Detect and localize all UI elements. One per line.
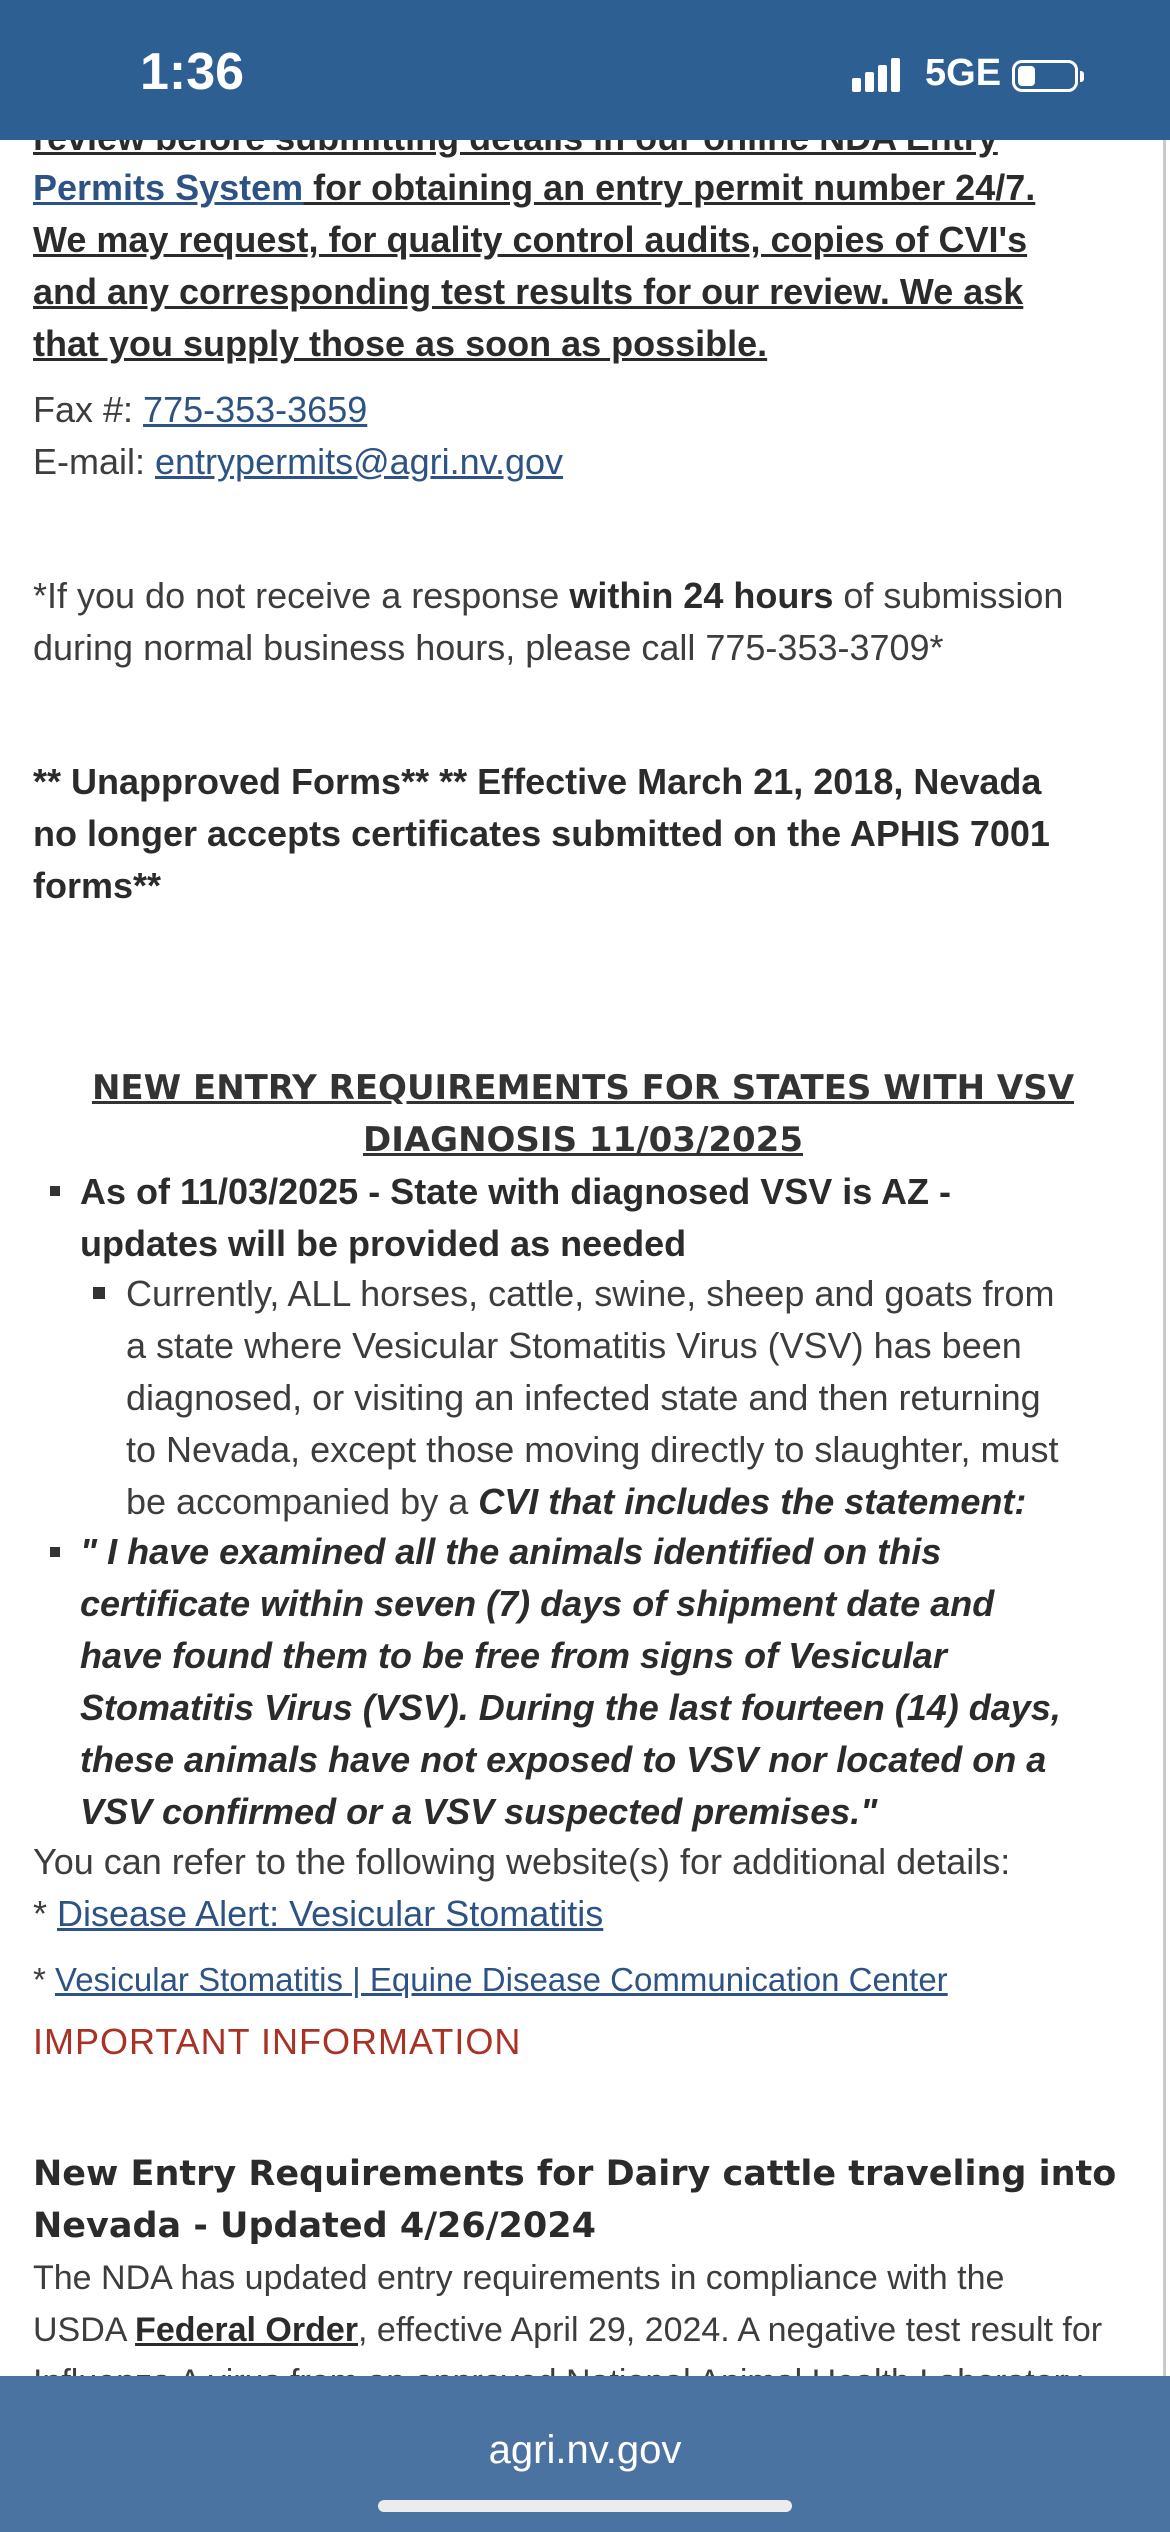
unapproved-line3: forms** [33,865,162,906]
dairy-line2 [33,2304,1143,2356]
fax-number-link[interactable]: 775-353-3659 [143,389,368,430]
battery-icon [1012,60,1078,92]
fax-label: Fax #: [33,389,144,430]
refer-text: You can refer to the following website(s) for additional details: [33,1841,1011,1882]
federal-order-link[interactable]: Federal Order [135,2311,359,2349]
scroll-indicator[interactable] [1163,140,1166,2376]
vsv-bullet1-line2: updates will be provided as needed [80,1223,687,1264]
bullet-icon [50,1547,60,1557]
dairy-heading-line1: New Entry Requirements for Dairy cattle traveling into [33,2154,1117,2194]
vsv-bullet1-line1: As of 11/03/2025 - State with diagnosed VSV is AZ - [80,1171,951,1212]
vsv-sub-line5-emphasis: CVI that includes the statement: [478,1481,1027,1522]
dairy-line1: The NDA has updated entry requirements in compliance with the [33,2259,1005,2297]
battery-level [1018,66,1035,86]
fax-line [33,384,1143,436]
vsv-sub-line5 [126,1476,1126,1528]
vsv-sub-line1: Currently, ALL horses, cattle, swine, sheep and goats from [126,1273,1055,1314]
home-indicator[interactable] [378,2500,792,2512]
sub-bullet-icon [93,1287,105,1299]
email-label: E-mail: [33,441,156,482]
email-line [33,436,1143,488]
response-note-text: *If you do not receive a response [33,575,570,616]
cellular-signal-icon [852,58,904,92]
vsv-sub-line4: to Nevada, except those moving directly to slaughter, must [126,1429,1059,1470]
status-time: 1:36 [140,43,245,101]
equine-disease-link[interactable]: Vesicular Stomatitis | Equine Disease Communication Center [55,1961,948,1998]
entry-permits-system-link[interactable]: Permits System [33,167,304,208]
important-info-heading: IMPORTANT INFORMATION [33,2021,522,2062]
dairy-line2-text: USDA [33,2311,136,2349]
vsv-quote-line2: certificate within seven (7) days of shipment date and [80,1583,995,1624]
permits-paragraph-line3: and any corresponding test results for our review. We ask [33,271,1024,312]
permits-paragraph-line4: that you supply those as soon as possible. [33,323,768,364]
vsv-quote-line4: Stomatitis Virus (VSV). During the last fourteen (14) days, [80,1687,1061,1728]
vsv-sub-line3: diagnosed, or visiting an infected state and then returning [126,1377,1041,1418]
vsv-sub-line5-text: be accompanied by a [126,1481,479,1522]
status-bar [0,0,1170,140]
refer-link1-line [33,1888,1143,1940]
dairy-heading-line2: Nevada - Updated 4/26/2024 [33,2206,596,2246]
address-url[interactable]: agri.nv.gov [488,2428,682,2472]
response-note-line1 [33,570,1143,622]
email-link[interactable]: entrypermits@agri.nv.gov [155,441,564,482]
vsv-quote-line5: these animals have not exposed to VSV nor located on a [80,1739,1047,1780]
dairy-line2-rest: , effective April 29, 2024. A negative test result for [358,2311,1103,2349]
battery-nub [1080,71,1084,82]
unapproved-line2: no longer accepts certificates submitted on the APHIS 7001 [33,813,1050,854]
response-note-text-end: of submission [833,575,1064,616]
vsv-quote-line6: VSV confirmed or a VSV suspected premises." [80,1791,878,1832]
vsv-quote-line1: " I have examined all the animals identified on this [80,1531,942,1572]
link-prefix: * [33,1961,56,1998]
link-prefix: * [33,1893,58,1934]
bullet-icon [50,1186,60,1196]
disease-alert-link[interactable]: Disease Alert: Vesicular Stomatitis [57,1893,604,1934]
unapproved-line1: ** Unapproved Forms** ** Effective March 21, 2018, Nevada [33,761,1042,802]
refer-link2-line [33,1954,1143,2006]
browser-address-bar[interactable] [0,2376,1170,2532]
vsv-sub-line2: a state where Vesicular Stomatitis Virus (VSV) has been [126,1325,1022,1366]
permits-paragraph-line1 [33,162,1143,214]
network-type: 5GE [925,52,1002,94]
vsv-heading-line1: NEW ENTRY REQUIREMENTS FOR STATES WITH VSV [91,1068,1075,1108]
response-note-line2: during normal business hours, please call 775-353-3709* [33,627,944,668]
response-note-bold: within 24 hours [569,575,834,616]
vsv-heading-line2: DIAGNOSIS 11/03/2025 [362,1120,803,1160]
vsv-quote-line3: have found them to be free from signs of Vesicular [80,1635,947,1676]
permits-paragraph-line2: We may request, for quality control audits, copies of CVI's [33,219,1028,260]
permits-line1-rest: for obtaining an entry permit number 24/7. [303,167,1036,208]
